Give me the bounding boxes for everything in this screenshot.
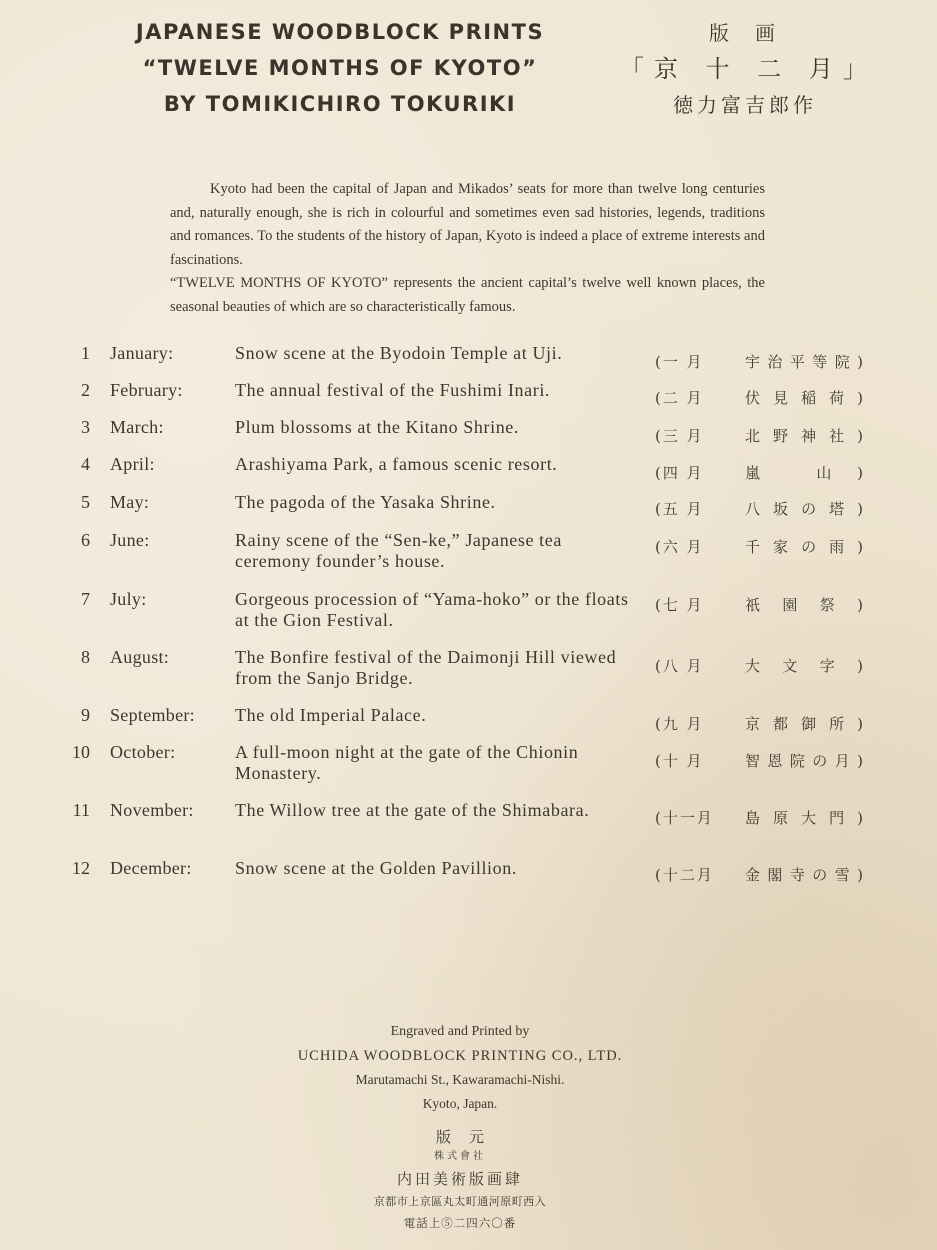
month-number: 3 bbox=[81, 417, 90, 437]
jp-phone: 電話上⑤二四六〇番 bbox=[403, 1216, 517, 1230]
intro-paragraph-1: Kyoto had been the capital of Japan and Mikados’ seats for more than twelve long centuries and, naturally enough, she is rich in colourful and sometimes even sad histories, legends, traditions and romances. To the students of the history of Japan, Kyoto is indeed a place of extreme interests and fascinations. bbox=[170, 181, 765, 268]
month-jp-month: (四 月 bbox=[655, 464, 704, 482]
month-number: 4 bbox=[81, 454, 90, 474]
month-name: April: bbox=[110, 454, 155, 474]
jp-title-line-2: 「京 十 二 月」 bbox=[620, 55, 877, 83]
month-description: The annual festival of the Fushimi Inari. bbox=[235, 380, 551, 400]
jp-publisher: 版元 bbox=[435, 1128, 502, 1146]
month-description: Plum blossoms at the Kitano Shrine. bbox=[235, 417, 519, 437]
month-name: June: bbox=[110, 530, 150, 550]
month-description: Snow scene at the Byodoin Temple at Uji. bbox=[235, 343, 563, 363]
title-line-1: JAPANESE WOODBLOCK PRINTS bbox=[135, 20, 545, 44]
month-number: 7 bbox=[81, 589, 90, 609]
month-jp-place: 大文字) bbox=[745, 657, 863, 675]
month-jp-month: (十一月 bbox=[655, 809, 714, 827]
city-address: Kyoto, Japan. bbox=[422, 1096, 498, 1111]
month-name: May: bbox=[110, 492, 150, 512]
month-description: Rainy scene of the “Sen-ke,” Japanese tea ceremony founder’s house. bbox=[235, 530, 562, 571]
month-jp-month: (十二月 bbox=[655, 866, 714, 884]
month-jp-month: (十 月 bbox=[655, 752, 704, 770]
month-name: March: bbox=[110, 417, 164, 437]
month-number: 6 bbox=[81, 530, 90, 550]
month-name: January: bbox=[110, 343, 174, 363]
month-jp-place: 京都御所) bbox=[745, 715, 863, 733]
month-name: October: bbox=[110, 742, 176, 762]
street-address: Marutamachi St., Kawaramachi-Nishi. bbox=[355, 1072, 565, 1087]
title-line-3: BY TOMIKICHIRO TOKURIKI bbox=[163, 92, 517, 116]
month-jp-place: 八坂の塔) bbox=[745, 500, 863, 518]
month-number: 5 bbox=[81, 492, 90, 512]
month-jp-place: 伏見稲荷) bbox=[745, 389, 863, 407]
month-jp-place: 金閣寺の雪) bbox=[745, 866, 863, 884]
month-description: The Willow tree at the gate of the Shimabara. bbox=[235, 800, 590, 820]
month-jp-month: (七 月 bbox=[655, 596, 704, 614]
month-name: December: bbox=[110, 858, 192, 878]
month-jp-place: 智恩院の月) bbox=[745, 752, 863, 770]
month-jp-place: 千家の雨) bbox=[745, 538, 863, 556]
month-jp-month: (八 月 bbox=[655, 657, 704, 675]
company-name: UCHIDA WOODBLOCK PRINTING CO., LTD. bbox=[297, 1048, 623, 1064]
month-name: September: bbox=[110, 705, 195, 725]
month-jp-place: 祇園祭) bbox=[745, 596, 863, 614]
jp-title-line-1: 版画 bbox=[709, 21, 801, 45]
engraved-by: Engraved and Printed by bbox=[390, 1024, 530, 1039]
month-number: 9 bbox=[81, 705, 90, 725]
month-jp-month: (三 月 bbox=[655, 427, 704, 445]
month-jp-place: 嵐 山) bbox=[745, 464, 863, 482]
month-name: February: bbox=[110, 380, 183, 400]
month-number: 10 bbox=[72, 742, 90, 762]
month-description: Snow scene at the Golden Pavillion. bbox=[235, 858, 517, 878]
jp-company-name: 内田美術版画肆 bbox=[396, 1170, 523, 1188]
printer-imprint bbox=[200, 1020, 720, 1234]
month-number: 12 bbox=[72, 858, 90, 878]
month-jp-place: 宇治平等院) bbox=[745, 353, 863, 371]
jp-address: 京都市上京區丸太町通河原町西入 bbox=[373, 1195, 547, 1208]
jp-title-line-3: 徳力富吉郎作 bbox=[673, 93, 817, 117]
month-number: 1 bbox=[81, 343, 90, 363]
intro-paragraph-2: “TWELVE MONTHS OF KYOTO” represents the ancient capital’s twelve well known places, the seasonal beauties of which are so characteristically famous. bbox=[170, 275, 765, 315]
month-jp-month: (五 月 bbox=[655, 500, 704, 518]
month-name: August: bbox=[110, 647, 170, 667]
month-description: Gorgeous procession of “Yama-hoko” or the floats at the Gion Festival. bbox=[235, 589, 629, 630]
month-jp-month: (九 月 bbox=[655, 715, 704, 733]
month-description: A full-moon night at the gate of the Chionin Monastery. bbox=[235, 742, 579, 783]
month-jp-month: (二 月 bbox=[655, 389, 704, 407]
month-jp-place: 北野神社) bbox=[745, 427, 863, 445]
month-jp-month: (六 月 bbox=[655, 538, 704, 556]
title-line-2: “TWELVE MONTHS OF KYOTO” bbox=[142, 56, 538, 80]
month-name: July: bbox=[110, 589, 147, 609]
month-jp-place: 島原大門) bbox=[745, 809, 863, 827]
month-number: 11 bbox=[72, 800, 90, 820]
month-number: 2 bbox=[81, 380, 90, 400]
month-description: Arashiyama Park, a famous scenic resort. bbox=[235, 454, 558, 474]
month-name: November: bbox=[110, 800, 194, 820]
jp-corporation: 株式會社 bbox=[434, 1151, 486, 1162]
month-description: The Bonfire festival of the Daimonji Hill viewed from the Sanjo Bridge. bbox=[235, 647, 617, 688]
month-description: The old Imperial Palace. bbox=[235, 705, 427, 725]
month-description: The pagoda of the Yasaka Shrine. bbox=[235, 492, 496, 512]
month-number: 8 bbox=[81, 647, 90, 667]
month-jp-month: (一 月 bbox=[655, 353, 704, 371]
